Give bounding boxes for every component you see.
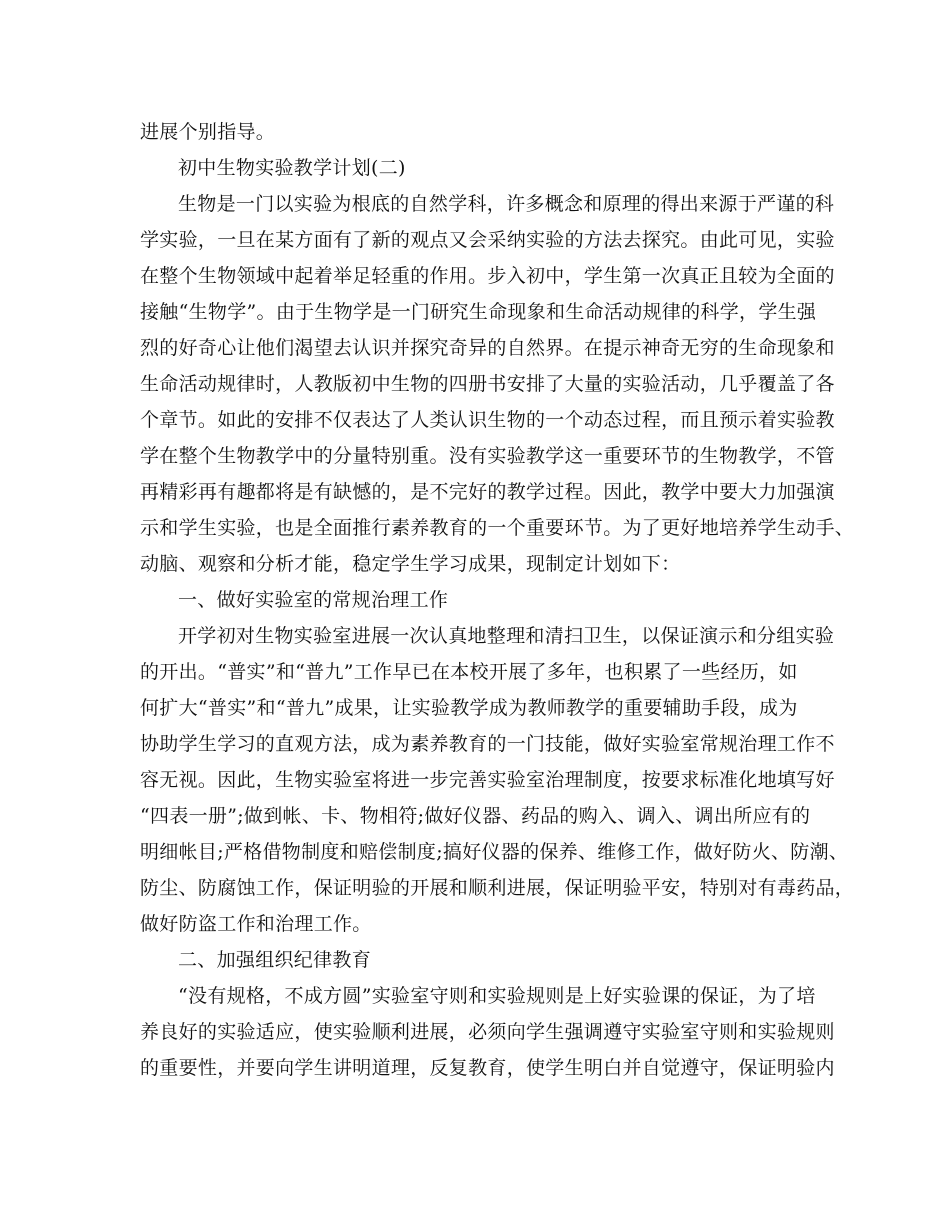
text-line: “没有规格，不成方圆”实验室守则和实验规则是上好实验课的保证，为了培 [178, 985, 816, 1007]
text-line: 生物是一门以实验为根底的自然学科，许多概念和原理的得出来源于严谨的科 [178, 193, 835, 215]
text-line: 动脑、观察和分析才能，稳定学生学习成果，现制定计划如下： [140, 553, 681, 575]
text-line: 防尘、防腐蚀工作，保证明验的开展和顺利进展，保证明验平安，特别对有毒药品， [140, 877, 855, 899]
text-line: 生命活动规律时，人教版初中生物的四册书安排了大量的实验活动，几乎覆盖了各 [140, 373, 835, 395]
text-line: 示和学生实验，也是全面推行素养教育的一个重要环节。为了更好地培养学生动手、 [140, 517, 855, 539]
section-heading: 一、做好实验室的常规治理工作 [178, 589, 449, 611]
text-line: 养良好的实验适应，使实验顺利进展，必须向学生强调遵守实验室守则和实验规则 [140, 1021, 835, 1043]
text-line: 容无视。因此，生物实验室将进一步完善实验室治理制度，按要求标准化地填写好 [140, 769, 835, 791]
text-line: 的开出。“普实”和“普九”工作早已在本校开展了多年，也积累了一些经历，如 [140, 661, 798, 683]
text-line: 接触“生物学”。由于生物学是一门研究生命现象和生命活动规律的科学，学生强 [140, 301, 817, 323]
text-line: 的重要性，并要向学生讲明道理，反复教育，使学生明白并自觉遵守，保证明验内 [140, 1057, 835, 1079]
text-line: 学实验，一旦在某方面有了新的观点又会采纳实验的方法去探究。由此可见，实验 [140, 229, 835, 251]
text-line: 进展个别指导。 [140, 121, 276, 143]
text-line: 协助学生学习的直观方法，成为素养教育的一门技能，做好实验室常规治理工作不 [140, 733, 835, 755]
text-line: 明细帐目;严格借物制度和赔偿制度;搞好仪器的保养、维修工作，做好防火、防潮、 [140, 841, 849, 863]
text-line: 开学初对生物实验室进展一次认真地整理和清扫卫生，以保证演示和分组实验 [178, 625, 835, 647]
text-line: 学在整个生物教学中的分量特别重。没有实验教学这一重要环节的生物教学，不管 [140, 445, 835, 467]
text-line: 烈的好奇心让他们渴望去认识并探究奇异的自然界。在提示神奇无穷的生命现象和 [140, 337, 835, 359]
text-line: 何扩大“普实”和“普九”成果，让实验教学成为教师教学的重要辅助手段，成为 [140, 697, 798, 719]
text-line: 做好防盗工作和治理工作。 [140, 913, 372, 935]
text-line: 个章节。如此的安排不仅表达了人类认识生物的一个动态过程，而且预示着实验教 [140, 409, 835, 431]
text-line: 在整个生物领域中起着举足轻重的作用。步入初中，学生第一次真正且较为全面的 [140, 265, 835, 287]
text-line: 再精彩再有趣都将是有缺憾的，是不完好的教学过程。因此，教学中要大力加强演 [140, 481, 835, 503]
text-line: “四表一册”;做到帐、卡、物相符;做好仪器、药品的购入、调入、调出所应有的 [140, 805, 811, 827]
section-title: 初中生物实验教学计划(二) [178, 157, 406, 179]
section-heading: 二、加强组织纪律教育 [178, 949, 372, 971]
